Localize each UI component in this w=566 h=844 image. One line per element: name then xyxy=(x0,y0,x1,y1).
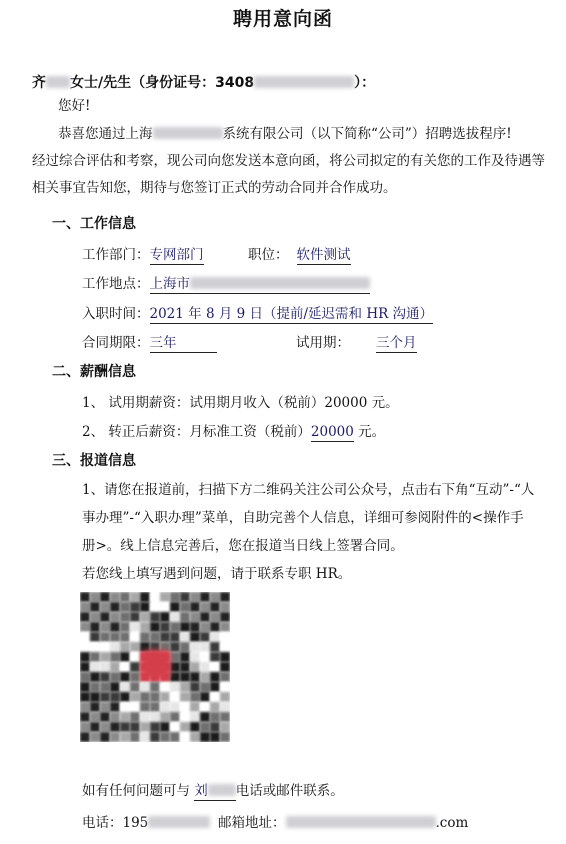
qr-module xyxy=(180,702,190,712)
qr-module xyxy=(110,692,120,702)
qr-module xyxy=(100,652,110,662)
section-salary-heading: 二、薪酬信息 xyxy=(52,364,136,380)
qr-module xyxy=(100,612,110,622)
qr-module xyxy=(200,592,210,602)
greeting: 您好! xyxy=(58,98,91,114)
qr-module xyxy=(140,682,150,692)
qr-module xyxy=(160,612,170,622)
qr-module xyxy=(210,622,220,632)
salary-item-2 xyxy=(82,420,385,440)
qr-module xyxy=(120,592,130,602)
qr-module xyxy=(100,662,110,672)
qr-module xyxy=(170,702,180,712)
qr-module xyxy=(170,672,180,682)
qr-module xyxy=(210,672,220,682)
qr-module xyxy=(150,692,160,702)
qr-module xyxy=(200,712,210,722)
contact-text-end: 电话或邮件联系。 xyxy=(235,783,344,799)
contract-label: 合同期限： xyxy=(82,335,150,351)
redacted-id-number xyxy=(254,76,354,88)
qr-module xyxy=(110,732,120,742)
qr-module xyxy=(220,702,230,712)
intro-line-1-end: 系统有限公司（以下简称“公司”）招聘选拔程序! xyxy=(222,126,512,142)
qr-module xyxy=(170,612,180,622)
qr-module xyxy=(80,662,90,672)
phone-prefix: 195 xyxy=(122,815,149,831)
qr-module xyxy=(90,592,100,602)
qr-module xyxy=(110,622,120,632)
qr-module xyxy=(200,702,210,712)
qr-module xyxy=(80,632,90,642)
intro-line-3: 相关事宜告知您，期待与您签订正式的劳动合同并合作成功。 xyxy=(32,180,397,196)
qr-module xyxy=(90,632,100,642)
qr-module xyxy=(210,732,220,742)
qr-module xyxy=(90,672,100,682)
qr-module xyxy=(80,672,90,682)
qr-module xyxy=(180,612,190,622)
qr-module xyxy=(220,712,230,722)
qr-module xyxy=(190,712,200,722)
qr-module xyxy=(180,602,190,612)
qr-module xyxy=(160,722,170,732)
qr-module xyxy=(150,612,160,622)
qr-module xyxy=(210,722,220,732)
qr-module xyxy=(210,662,220,672)
salary-item-1: 1、 试用期薪资：试用期月收入（税前）20000 元。 xyxy=(82,395,399,411)
qr-module xyxy=(210,702,220,712)
qr-module xyxy=(190,622,200,632)
qr-module xyxy=(220,592,230,602)
intro-line-1 xyxy=(58,122,512,147)
qr-module xyxy=(150,702,160,712)
qr-module xyxy=(80,732,90,742)
page-title: 聘用意向函 xyxy=(232,8,333,30)
qr-module xyxy=(190,602,200,612)
start-value: 2021 年 8 月 9 日（提前/延迟需和 HR 沟通） xyxy=(149,306,434,322)
location-value xyxy=(150,276,371,294)
qr-module xyxy=(150,592,160,602)
qr-module xyxy=(160,732,170,742)
contact-name-prefix: 刘 xyxy=(194,783,208,799)
qr-module xyxy=(130,672,140,682)
qr-module xyxy=(190,612,200,622)
qr-module xyxy=(190,722,200,732)
qr-module xyxy=(210,652,220,662)
qr-module xyxy=(210,632,220,642)
qr-module xyxy=(170,682,180,692)
qr-module xyxy=(200,682,210,692)
qr-module xyxy=(180,712,190,722)
qr-module xyxy=(200,722,210,732)
qr-module xyxy=(90,712,100,722)
qr-module xyxy=(100,722,110,732)
qr-module xyxy=(200,672,210,682)
qr-module xyxy=(110,592,120,602)
qr-module xyxy=(80,612,90,622)
qr-module xyxy=(90,732,100,742)
qr-module xyxy=(220,622,230,632)
qr-module xyxy=(210,612,220,622)
qr-module xyxy=(190,732,200,742)
report-line-3: 册>。线上信息完善后，您在报道当日线上签署合同。 xyxy=(82,538,404,554)
qr-module xyxy=(130,712,140,722)
location-label: 工作地点： xyxy=(82,276,150,292)
qr-module xyxy=(190,632,200,642)
qr-module xyxy=(150,722,160,732)
probation-value: 三个月 xyxy=(376,335,417,351)
qr-module xyxy=(130,682,140,692)
qr-module xyxy=(220,602,230,612)
qr-module xyxy=(130,702,140,712)
qr-module xyxy=(80,702,90,712)
intro-line-1-start: 恭喜您通过上海 xyxy=(58,126,153,142)
qr-module xyxy=(90,722,100,732)
position-row xyxy=(248,243,351,263)
qr-module xyxy=(140,722,150,732)
qr-module xyxy=(80,622,90,632)
qr-module xyxy=(150,602,160,612)
qr-module xyxy=(90,702,100,712)
qr-module xyxy=(150,682,160,692)
qr-module xyxy=(140,732,150,742)
qr-module xyxy=(110,662,120,672)
salary-item-2-end: 元。 xyxy=(353,424,386,440)
position-value: 软件测试 xyxy=(296,247,351,263)
qr-module xyxy=(200,652,210,662)
qr-module xyxy=(170,592,180,602)
qr-module xyxy=(200,732,210,742)
phone-line xyxy=(82,811,210,831)
qr-module xyxy=(190,692,200,702)
qr-module xyxy=(160,602,170,612)
qr-module xyxy=(110,672,120,682)
qr-module xyxy=(110,652,120,662)
qr-module xyxy=(80,592,90,602)
qr-logo-center xyxy=(142,650,170,678)
qr-module xyxy=(220,692,230,702)
contract-row xyxy=(82,331,217,351)
qr-module xyxy=(120,652,130,662)
qr-module xyxy=(180,692,190,702)
salary-amount: 20000 xyxy=(310,424,354,440)
contract-value: 三年 xyxy=(150,335,217,353)
qr-module xyxy=(160,682,170,692)
qr-module xyxy=(100,672,110,682)
qr-module xyxy=(180,662,190,672)
qr-module xyxy=(190,642,200,652)
qr-module xyxy=(200,642,210,652)
qr-module xyxy=(170,632,180,642)
qr-module xyxy=(220,652,230,662)
redacted-address xyxy=(190,277,370,289)
qr-module xyxy=(180,632,190,642)
qr-module xyxy=(120,672,130,682)
qr-module xyxy=(160,632,170,642)
qr-module xyxy=(110,712,120,722)
location-row xyxy=(82,272,370,292)
qr-module xyxy=(110,612,120,622)
id-suffix: ）： xyxy=(354,75,376,91)
qr-module xyxy=(100,732,110,742)
qr-module xyxy=(90,652,100,662)
qr-module xyxy=(100,692,110,702)
qr-module xyxy=(160,622,170,632)
qr-module xyxy=(130,632,140,642)
qr-module xyxy=(190,662,200,672)
qr-module xyxy=(90,612,100,622)
qr-module xyxy=(90,662,100,672)
qr-module xyxy=(180,592,190,602)
qr-module xyxy=(130,642,140,652)
qr-module xyxy=(180,652,190,662)
email-suffix: .com xyxy=(435,815,469,831)
qr-module xyxy=(190,702,200,712)
qr-module xyxy=(130,622,140,632)
qr-module xyxy=(140,692,150,702)
qr-module xyxy=(130,612,140,622)
qr-module xyxy=(170,622,180,632)
intro-line-2: 经过综合评估和考察，现公司向您发送本意向函，将公司拟定的有关您的工作及待遇等 xyxy=(32,153,545,169)
id-label: （身份证号： xyxy=(131,75,216,91)
qr-module xyxy=(90,622,100,632)
redacted-email xyxy=(286,816,436,828)
qr-module xyxy=(140,702,150,712)
qr-module xyxy=(190,652,200,662)
qr-module xyxy=(140,632,150,642)
qr-module xyxy=(190,672,200,682)
qr-module xyxy=(210,682,220,692)
qr-module xyxy=(180,642,190,652)
qr-module xyxy=(160,692,170,702)
qr-module xyxy=(220,672,230,682)
qr-module xyxy=(220,632,230,642)
qr-module xyxy=(150,732,160,742)
qr-module xyxy=(120,682,130,692)
qr-module xyxy=(210,602,220,612)
qr-module xyxy=(140,592,150,602)
qr-module xyxy=(220,612,230,622)
section-work-heading: 一、工作信息 xyxy=(52,216,136,232)
qr-module xyxy=(100,602,110,612)
qr-module xyxy=(220,682,230,692)
qr-module xyxy=(140,622,150,632)
redacted-name xyxy=(46,76,70,88)
report-line-1: 1、请您在报道前，扫描下方二维码关注公司公众号，点击右下角“互动”-“人 xyxy=(82,482,535,498)
qr-module xyxy=(100,632,110,642)
qr-module xyxy=(220,722,230,732)
redacted-contact-name xyxy=(208,784,236,796)
qr-module xyxy=(220,662,230,672)
qr-module xyxy=(120,612,130,622)
qr-module xyxy=(170,642,180,652)
qr-module xyxy=(200,632,210,642)
qr-module xyxy=(120,722,130,732)
email-label: 邮箱地址： xyxy=(218,815,286,831)
qr-module xyxy=(120,702,130,712)
qr-module xyxy=(130,692,140,702)
probation-row xyxy=(296,331,417,351)
qr-module xyxy=(110,702,120,712)
qr-module xyxy=(80,602,90,612)
qr-module xyxy=(190,592,200,602)
email-line xyxy=(218,811,468,831)
qr-module xyxy=(220,732,230,742)
qr-module xyxy=(150,622,160,632)
qr-module xyxy=(90,642,100,652)
qr-module xyxy=(130,732,140,742)
qr-module xyxy=(110,682,120,692)
qr-module xyxy=(100,622,110,632)
qr-module xyxy=(120,732,130,742)
qr-module xyxy=(170,662,180,672)
qr-module xyxy=(110,632,120,642)
qr-module xyxy=(100,642,110,652)
contact-person xyxy=(194,783,236,801)
qr-module xyxy=(120,622,130,632)
qr-module xyxy=(180,622,190,632)
contact-text-start: 如有任何问题可与 xyxy=(82,783,190,799)
qr-module xyxy=(120,602,130,612)
qr-module xyxy=(120,712,130,722)
qr-module xyxy=(210,592,220,602)
qr-module xyxy=(110,722,120,732)
qr-module xyxy=(130,592,140,602)
qr-module xyxy=(120,662,130,672)
qr-module xyxy=(180,732,190,742)
recipient-line xyxy=(32,72,375,92)
contact-line xyxy=(82,779,344,799)
probation-label: 试用期： xyxy=(296,335,350,351)
redacted-phone xyxy=(148,816,210,828)
qr-module xyxy=(170,652,180,662)
qr-module xyxy=(200,662,210,672)
report-line-2: 事办理”-“入职办理”菜单，自助完善个人信息，详细可参阅附件的<操作手 xyxy=(82,510,524,526)
qr-module xyxy=(180,722,190,732)
phone-label: 电话： xyxy=(82,815,123,831)
qr-module xyxy=(80,712,90,722)
dept-label: 工作部门： xyxy=(82,247,150,263)
qr-module xyxy=(170,722,180,732)
qr-module xyxy=(170,732,180,742)
qr-module xyxy=(100,712,110,722)
qr-module xyxy=(90,682,100,692)
qr-module xyxy=(90,602,100,612)
start-date-row xyxy=(82,302,433,322)
qr-module xyxy=(120,692,130,702)
recipient-name-prefix: 齐 xyxy=(32,75,46,91)
qr-module xyxy=(100,702,110,712)
qr-module xyxy=(210,712,220,722)
recipient-salutation: 女士/先生 xyxy=(70,75,132,91)
qr-module xyxy=(100,592,110,602)
qr-module xyxy=(160,592,170,602)
qr-module xyxy=(130,722,140,732)
qr-module xyxy=(200,612,210,622)
qr-module xyxy=(200,692,210,702)
qr-module xyxy=(100,682,110,692)
salary-item-2-text: 2、 转正后薪资：月标准工资（税前） xyxy=(82,424,311,440)
qr-code-image xyxy=(80,592,230,742)
qr-module xyxy=(120,632,130,642)
qr-module xyxy=(80,652,90,662)
qr-module xyxy=(190,682,200,692)
qr-module xyxy=(140,602,150,612)
qr-module xyxy=(130,662,140,672)
redacted-company-name xyxy=(153,127,223,139)
qr-module xyxy=(120,642,130,652)
qr-module xyxy=(110,602,120,612)
qr-module xyxy=(140,712,150,722)
qr-module xyxy=(200,622,210,632)
qr-module xyxy=(200,602,210,612)
qr-module xyxy=(110,642,120,652)
id-prefix: 3408 xyxy=(215,75,255,91)
qr-module xyxy=(80,642,90,652)
qr-module xyxy=(140,612,150,622)
qr-module xyxy=(80,682,90,692)
qr-module xyxy=(90,692,100,702)
qr-module xyxy=(150,712,160,722)
qr-module xyxy=(150,632,160,642)
qr-module xyxy=(180,682,190,692)
position-label: 职位： xyxy=(248,247,289,263)
qr-module xyxy=(130,652,140,662)
report-line-4: 若您线上填写遇到问题，请于联系专职 HR。 xyxy=(82,566,352,582)
qr-module xyxy=(80,692,90,702)
qr-module xyxy=(130,602,140,612)
section-report-heading: 三、报道信息 xyxy=(52,453,136,469)
qr-module xyxy=(80,722,90,732)
qr-module xyxy=(160,712,170,722)
location-city: 上海市 xyxy=(149,276,190,292)
dept-row xyxy=(82,243,204,263)
qr-module xyxy=(170,712,180,722)
dept-value: 专网部门 xyxy=(149,247,204,263)
qr-module xyxy=(170,692,180,702)
start-label: 入职时间： xyxy=(82,306,150,322)
qr-module xyxy=(160,702,170,712)
qr-module xyxy=(170,602,180,612)
qr-module xyxy=(180,672,190,682)
qr-module xyxy=(220,642,230,652)
qr-module xyxy=(210,642,220,652)
qr-module xyxy=(210,692,220,702)
